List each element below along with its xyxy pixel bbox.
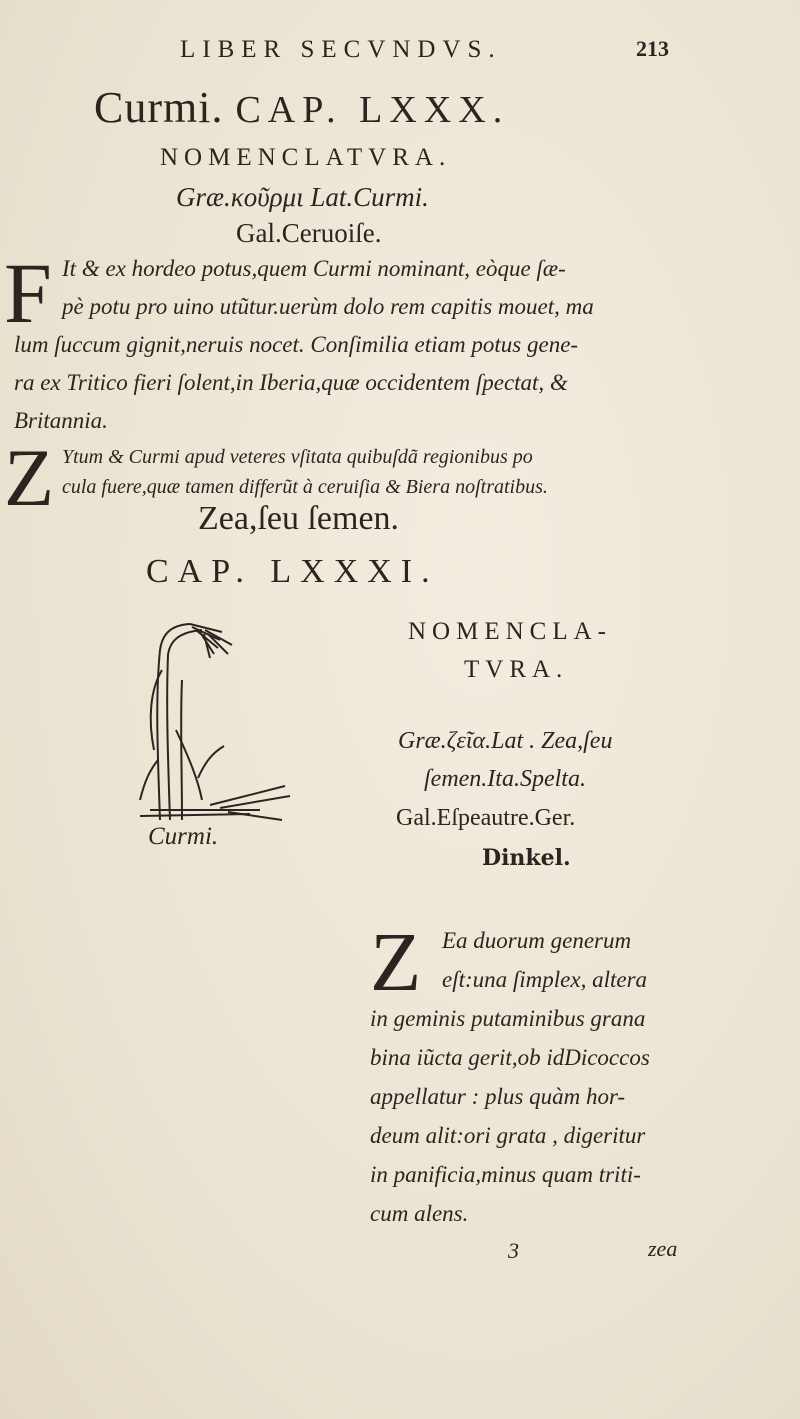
chapter2-names-line: Gal.Eſpeautre.Ger.	[396, 805, 576, 831]
catchword: zea	[648, 1236, 678, 1261]
chapter2-para-line: deum alit:ori grata , digeritur	[370, 1123, 646, 1148]
chapter2-names-line: ſemen.Ita.Spelta.	[424, 766, 586, 792]
chapter1-nomenclatura: NOMENCLATVRA.	[160, 144, 452, 171]
chapter2-para-line: appellatur : plus quàm hor-	[370, 1084, 626, 1109]
chapter1-para2-dropcap: Z	[4, 432, 55, 523]
chapter1-para2-line: Ytum & Curmi apud veteres vſitata quibuſdã regionibus po	[62, 446, 533, 468]
chapter2-para-line: in geminis putaminibus grana	[370, 1006, 646, 1031]
chapter2-dropcap: Z	[370, 916, 422, 1009]
chapter2-title: Zea,ſeu ſemen.	[198, 500, 400, 537]
signature-mark: 3	[508, 1238, 519, 1263]
chapter2-para-line: bina iũcta gerit,ob idDicoccos	[370, 1045, 650, 1070]
chapter2-para-line: Ea duorum generum	[442, 928, 632, 953]
chapter1-para1-line: Britannia.	[14, 408, 108, 433]
chapter1-title-word: Curmi.	[94, 83, 224, 132]
chapter2-nomenclatura-line1: NOMENCLA-	[408, 618, 612, 645]
chapter2-label: CAP. LXXXI.	[146, 553, 439, 590]
chapter1-title	[94, 82, 509, 133]
chapter2-para-line: in panificia,minus quam triti-	[370, 1162, 641, 1187]
running-head: LIBER SECVNDVS.	[180, 36, 502, 63]
illustration-caption: Curmi.	[148, 823, 219, 850]
chapter2-names-line: Græ.ζεῖα.Lat . Zea,ſeu	[398, 728, 613, 754]
chapter1-names-line2: Gal.Ceruoiſe.	[236, 218, 382, 248]
chapter1-names-line1: Græ.κοῦρμι Lat.Curmi.	[176, 182, 429, 212]
chapter1-para1-line: pè potu pro uino utũtur.uerùm dolo rem capitis mouet, ma	[62, 294, 594, 319]
chapter2-para-line: cum alens.	[370, 1201, 469, 1226]
chapter1-label: CAP. LXXX.	[235, 89, 510, 131]
chapter2-nomenclatura-line2: TVRA.	[464, 656, 569, 683]
chapter1-para1-line: lum ſuccum gignit,neruis nocet. Conſimilia etiam potus gene-	[14, 332, 579, 357]
page-number: 213	[636, 36, 669, 61]
curmi-plant-woodcut-illustration	[110, 610, 360, 825]
chapter1-para2-line: cula fuere,quæ tamen differũt à ceruiſia & Biera noſtratibus.	[62, 476, 548, 498]
chapter1-dropcap: F	[4, 245, 52, 341]
chapter2-para-line: eſt:una ſimplex, altera	[442, 967, 648, 992]
chapter1-para1-line: It & ex hordeo potus,quem Curmi nominant, eòque ſæ-	[62, 256, 566, 281]
chapter1-para1-line: ra ex Tritico fieri ſolent,in Iberia,quæ occidentem ſpectat, &	[14, 370, 568, 395]
chapter2-names-line: Dinkel.	[482, 845, 571, 871]
